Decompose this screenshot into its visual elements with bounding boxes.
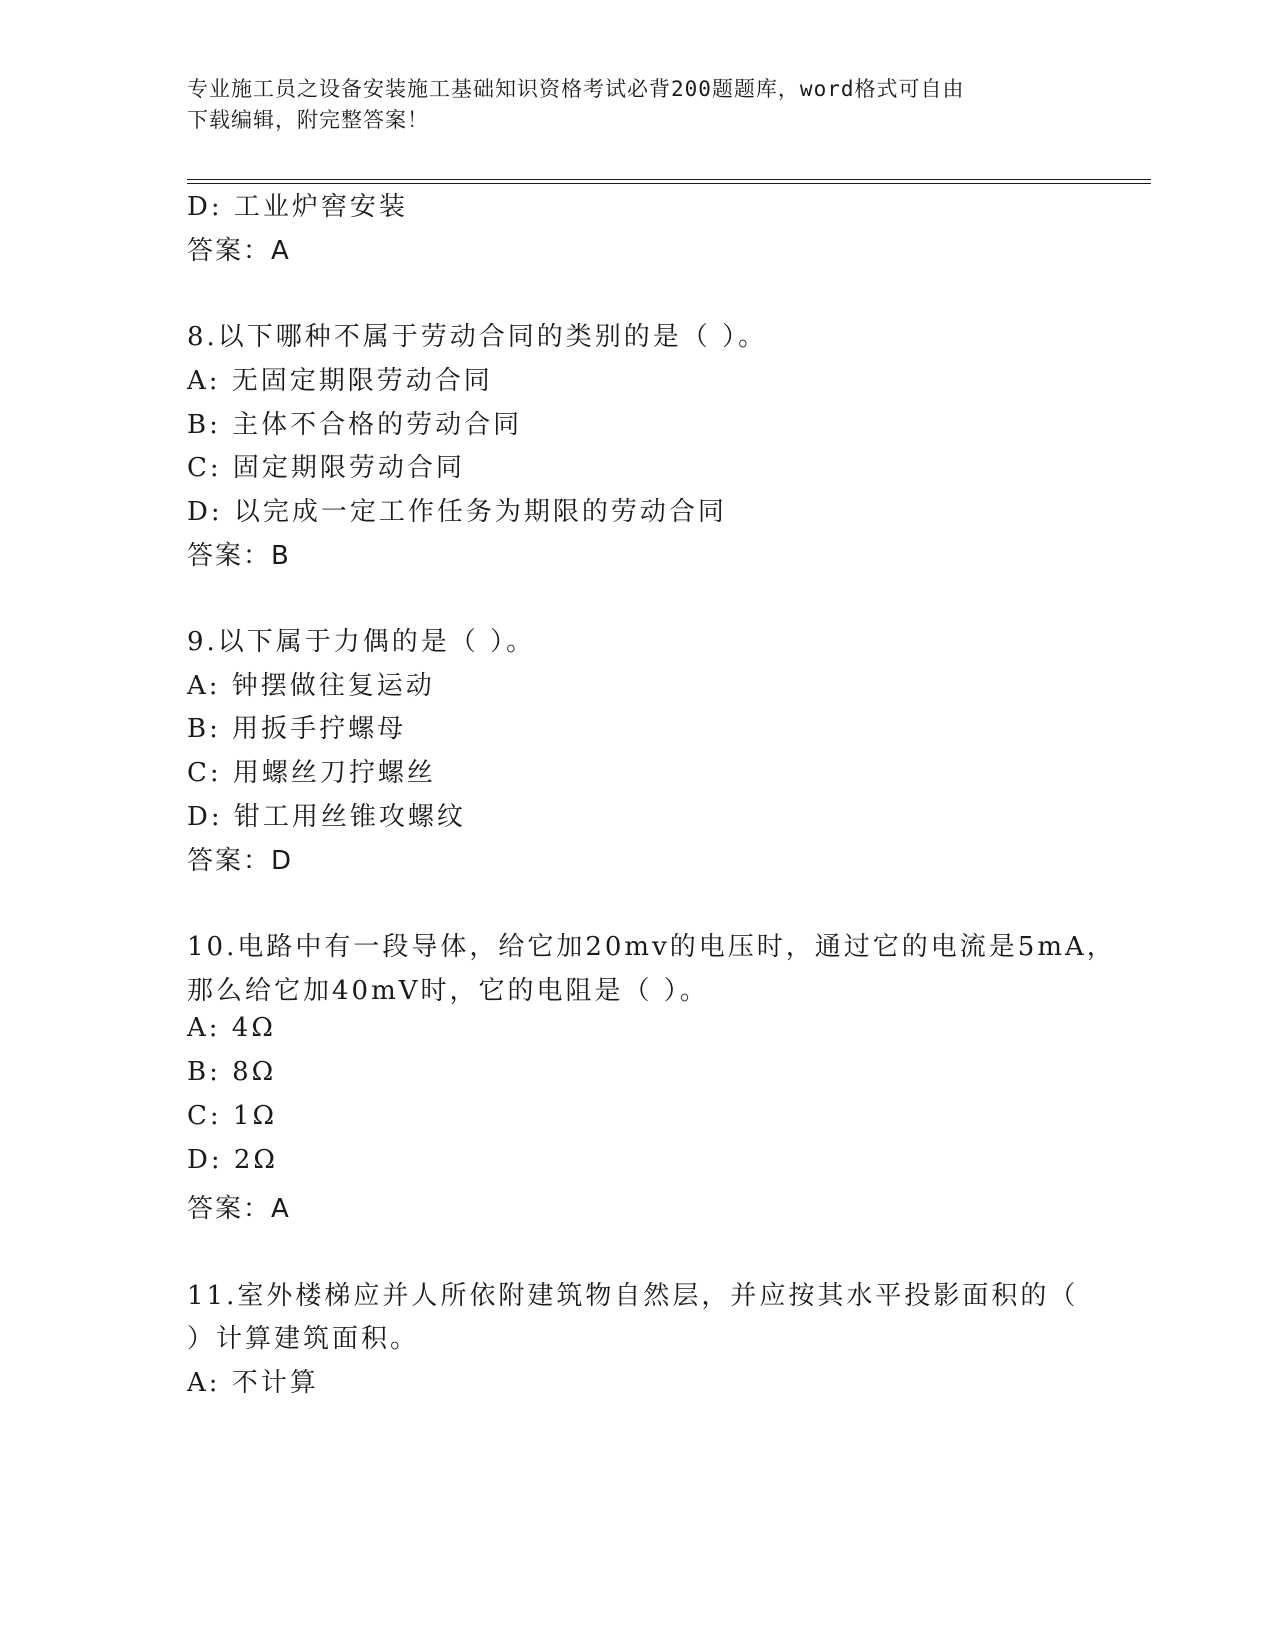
answer-line: 答案：B (187, 541, 291, 571)
question-line: 9.以下属于力偶的是（ ）。 (187, 627, 536, 657)
question-line: 那么给它加40mV时，它的电阻是（ ）。 (187, 976, 709, 1006)
question-line: 8.以下哪种不属于劳动合同的类别的是（ ）。 (187, 322, 768, 352)
option-line: A: 钟摆做往复运动 (187, 671, 435, 701)
answer-line: 答案：D (187, 846, 294, 876)
question-line: ）计算建筑面积。 (187, 1324, 420, 1354)
option-line: D: 钳工用丝锥攻螺纹 (187, 802, 466, 832)
document-header (187, 74, 1067, 136)
option-line: A: 4Ω (187, 1013, 276, 1043)
question-line: 10.电路中有一段导体，给它加20mv的电压时，通过它的电流是5mA， (187, 932, 1116, 962)
option-line: D: 工业炉窖安装 (187, 192, 408, 222)
option-line: D: 以完成一定工作任务为期限的劳动合同 (187, 497, 727, 527)
header-rule-bottom (187, 183, 1151, 184)
option-line: C: 固定期限劳动合同 (187, 453, 465, 483)
option-line: A: 无固定期限劳动合同 (187, 366, 493, 396)
option-line: B: 8Ω (187, 1057, 277, 1087)
answer-line: 答案：A (187, 1194, 291, 1224)
header-line-2: 下载编辑，附完整答案！ (187, 108, 429, 132)
option-line: B: 主体不合格的劳动合同 (187, 410, 523, 440)
header-line-1: 专业施工员之设备安装施工基础知识资格考试必背200题题库，word格式可自由 (187, 77, 965, 101)
answer-line: 答案：A (187, 236, 291, 266)
question-line: 11.室外楼梯应并人所依附建筑物自然层，并应按其水平投影面积的（ (187, 1281, 1079, 1311)
header-rule-top (187, 179, 1151, 180)
option-line: A: 不计算 (187, 1368, 319, 1398)
option-line: D: 2Ω (187, 1145, 278, 1175)
option-line: C: 1Ω (187, 1101, 278, 1131)
option-line: B: 用扳手拧螺母 (187, 714, 407, 744)
option-line: C: 用螺丝刀拧螺丝 (187, 758, 436, 788)
